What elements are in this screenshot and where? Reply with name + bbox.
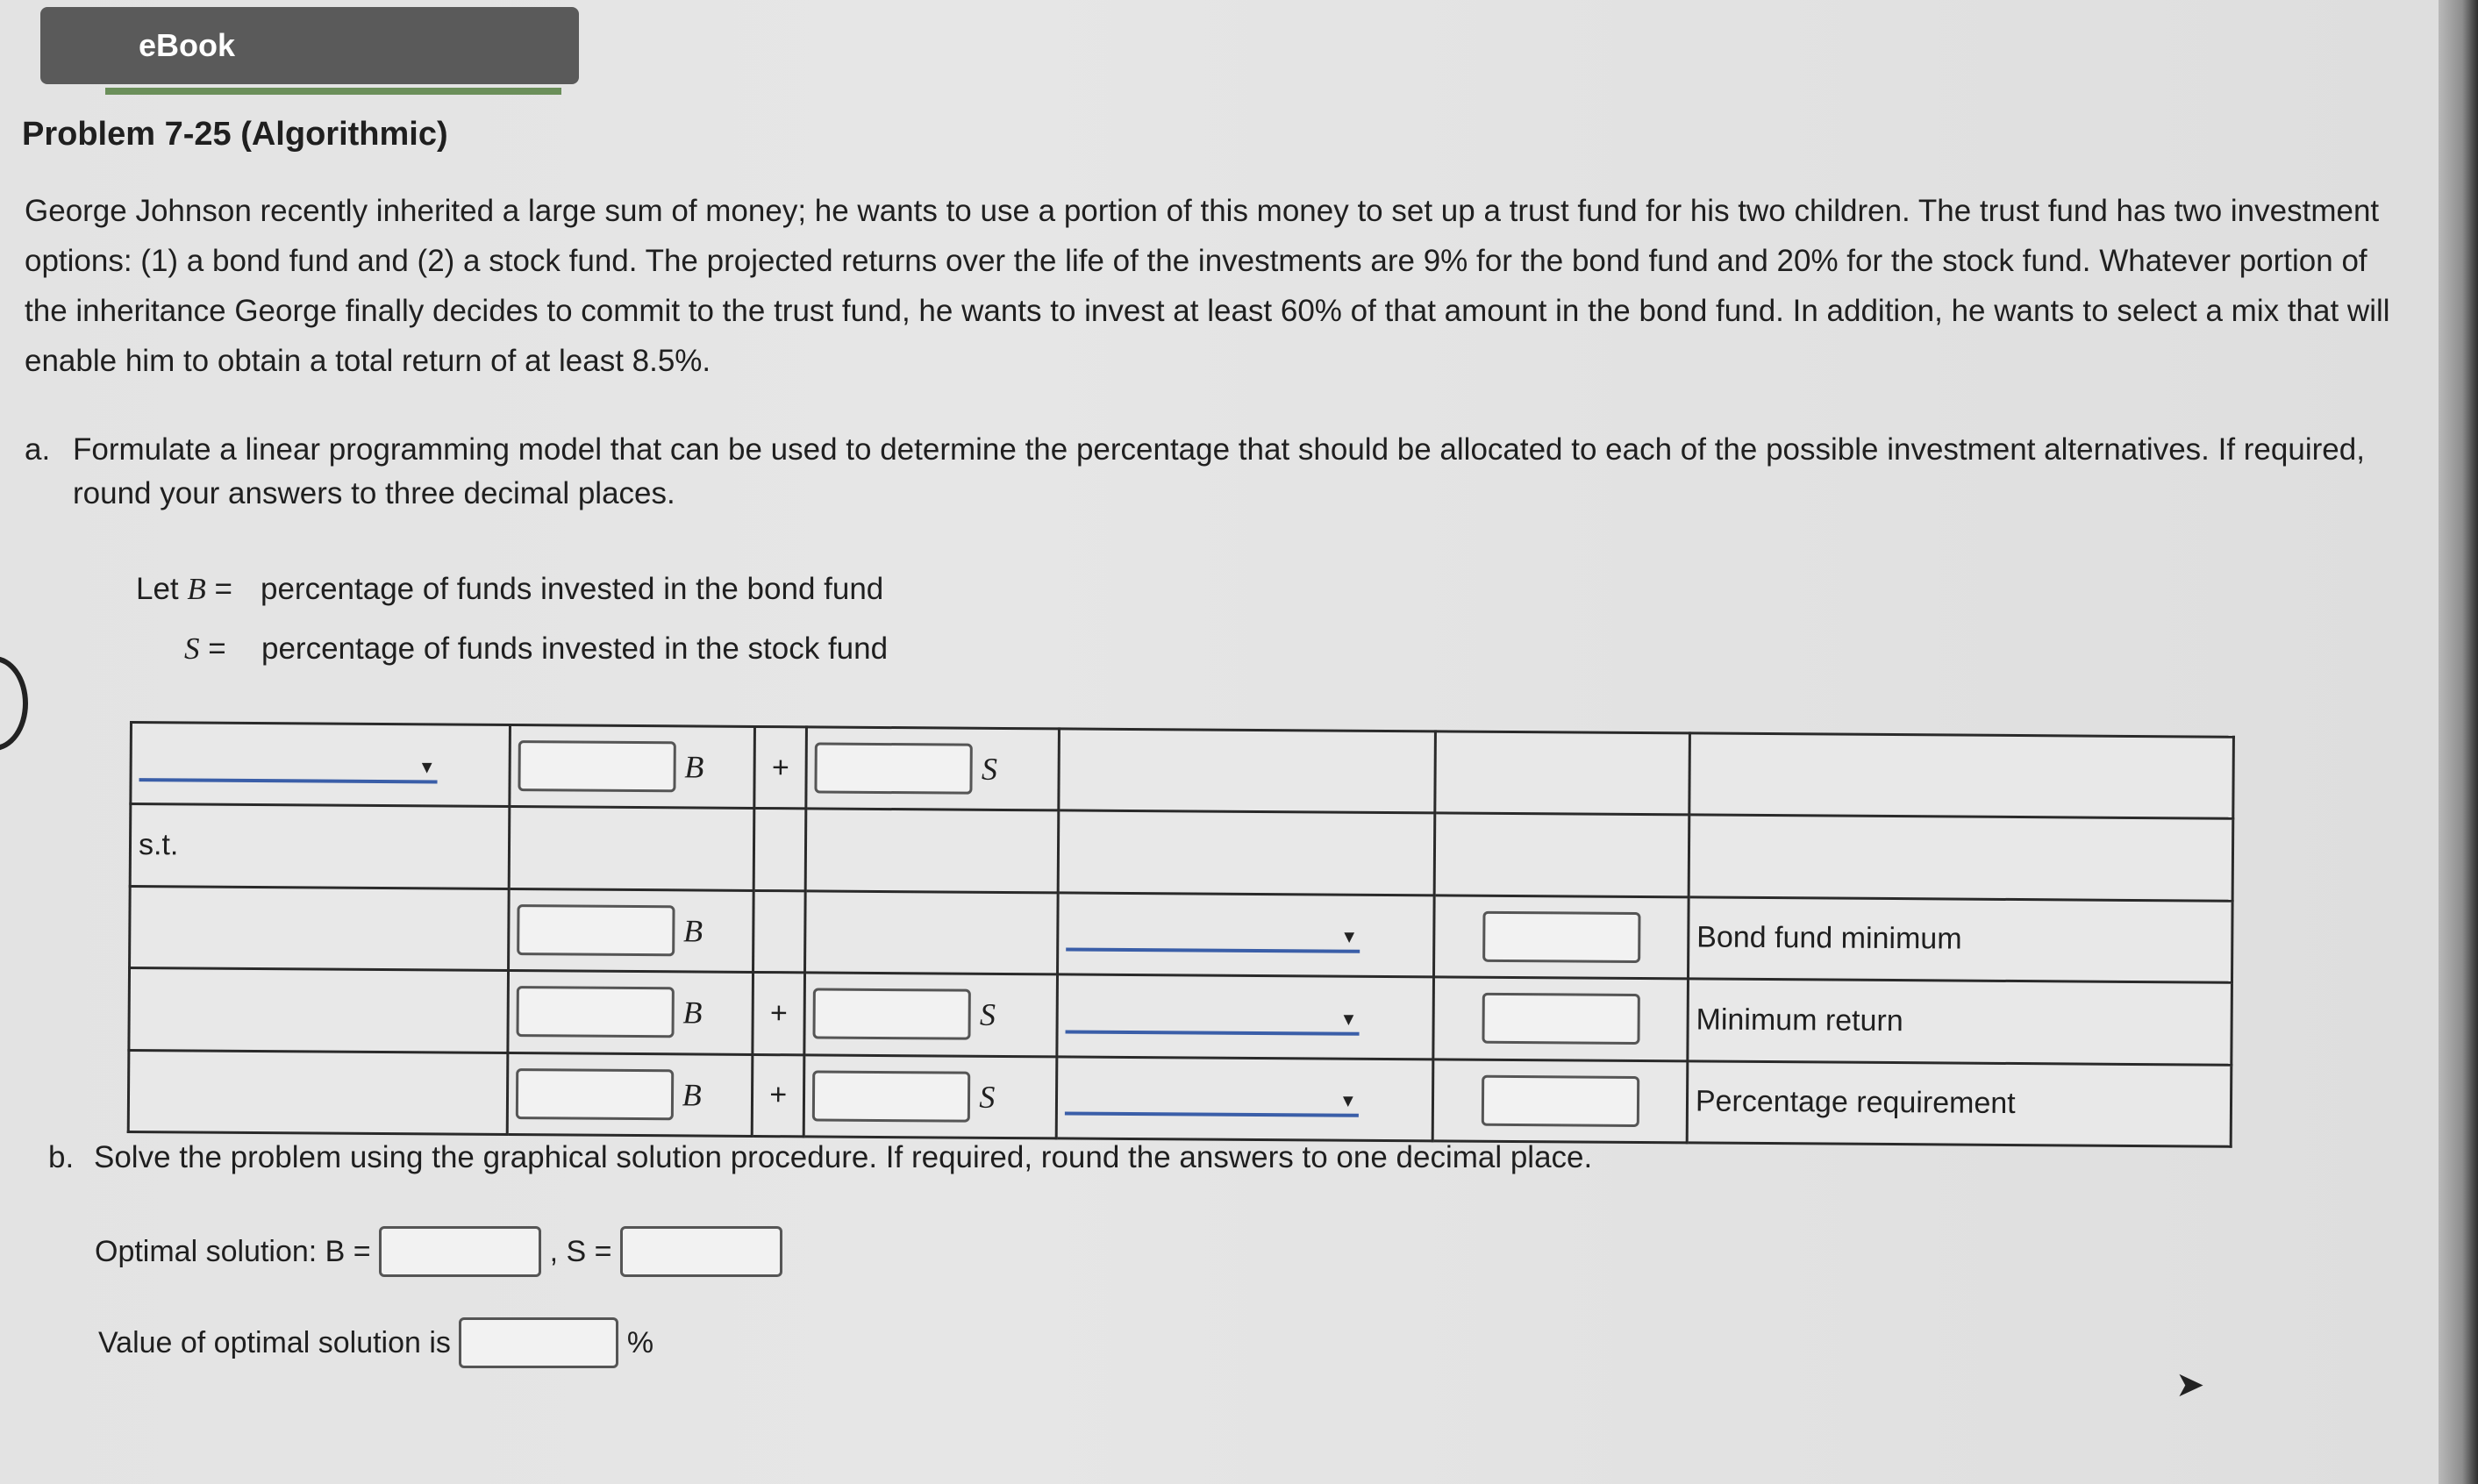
var-s-label: S <box>184 631 200 666</box>
var-s: S <box>979 1079 996 1115</box>
constraint-row-minimum-return <box>129 968 2232 1065</box>
plus-sign: + <box>752 1054 804 1137</box>
constraint3-label: Percentage requirement <box>1687 1060 2232 1146</box>
percent-unit: % <box>626 1325 654 1359</box>
problem-title: Problem 7-25 (Algorithmic) <box>22 116 448 153</box>
part-a-letter: a. <box>25 432 51 467</box>
empty-cell <box>753 809 806 891</box>
optimal-value-row <box>98 1317 653 1368</box>
constraint1-rhs-input[interactable] <box>1482 911 1640 963</box>
objective-type-cell <box>131 723 510 807</box>
constraint-row-percentage-requirement <box>128 1050 2232 1146</box>
empty-cell <box>1058 810 1435 895</box>
objective-b-coefficient-input[interactable] <box>518 740 675 792</box>
constraint2-s-coefficient-input[interactable] <box>813 988 971 1040</box>
constraint1-label: Bond fund minimum <box>1688 897 2232 983</box>
objective-type-select[interactable] <box>139 746 438 783</box>
var-b-label: B <box>187 572 206 606</box>
optimal-solution-row <box>95 1226 782 1277</box>
constraint3-s-coefficient-input[interactable] <box>812 1070 970 1122</box>
equals-sign: = <box>208 631 226 666</box>
constraint2-relation-select[interactable] <box>1065 998 1359 1035</box>
part-b-letter: b. <box>48 1140 75 1174</box>
constraint2-rhs-cell <box>1433 977 1688 1060</box>
empty-cell <box>130 886 509 970</box>
optimal-value-label: Value of optimal solution is <box>98 1325 451 1359</box>
chevron-down-icon: ▼ <box>1339 1091 1357 1112</box>
objective-s-coefficient-input[interactable] <box>815 743 973 795</box>
constraint1-rhs-cell <box>1434 895 1689 979</box>
plus-sign: + <box>754 726 807 809</box>
let-s-description: percentage of funds invested in the stock fund <box>261 631 889 666</box>
empty-cell <box>129 968 508 1052</box>
var-b: B <box>682 995 703 1031</box>
ebook-tab[interactable] <box>40 7 579 84</box>
optimal-s-input[interactable] <box>620 1226 782 1277</box>
let-b-definition <box>136 572 884 607</box>
objective-row <box>131 723 2234 819</box>
lp-model-table <box>127 721 2235 1148</box>
objective-b-cell <box>510 725 755 809</box>
constraint3-relation-select[interactable] <box>1065 1081 1359 1117</box>
optimal-b-label: Optimal solution: B = <box>95 1234 371 1268</box>
let-b-description: percentage of funds invested in the bond fund <box>261 572 884 606</box>
problem-intro-text: George Johnson recently inherited a large sum of money; he wants to use a portion of this money to set up a trust fund for his two children. The trust fund has two investment options: (1) a bond fund and (2) a stock fund. The projected returns over the life of the investments are 9% for the bond fund and 20% for the stock fund. Whatever portion of the inheritance George finally decides to commit to the trust fund, he wants to invest at least 60% of that amount in the bond fund. In addition, he wants to select a mix that will enable him to obtain a total return of at least 8.5%. <box>25 194 2390 378</box>
let-s-definition <box>184 631 889 667</box>
let-prefix: Let <box>136 572 179 606</box>
constraint3-b-cell <box>507 1052 753 1136</box>
empty-cell <box>1689 733 2234 819</box>
tab-underline <box>105 88 561 95</box>
part-b-question <box>48 1140 1592 1175</box>
empty-cell <box>753 890 806 973</box>
constraint3-rhs-cell <box>1433 1059 1688 1142</box>
empty-cell <box>1435 813 1689 896</box>
chevron-down-icon: ▼ <box>1340 928 1359 948</box>
constraint2-label: Minimum return <box>1688 979 2232 1065</box>
var-s: S <box>979 997 996 1033</box>
empty-cell <box>805 891 1058 974</box>
constraint3-s-cell <box>803 1054 1056 1138</box>
var-s: S <box>981 751 998 788</box>
subject-to-row <box>130 804 2233 901</box>
plus-sign: + <box>753 973 805 1055</box>
empty-cell <box>128 1050 507 1134</box>
chevron-down-icon: ▼ <box>418 758 436 778</box>
chevron-down-icon: ▼ <box>1339 1010 1358 1030</box>
screen-bezel <box>2439 0 2478 1484</box>
problem-intro <box>25 186 2410 386</box>
constraint3-relation-cell <box>1056 1056 1433 1140</box>
constraint2-rhs-input[interactable] <box>1482 993 1639 1045</box>
var-b: B <box>684 749 704 785</box>
empty-cell <box>509 807 754 890</box>
constraint2-b-coefficient-input[interactable] <box>516 986 674 1038</box>
constraint-row-bond-minimum <box>130 886 2233 982</box>
constraint2-relation-cell <box>1057 974 1434 1059</box>
constraint2-s-cell <box>804 973 1057 1056</box>
st-label: s.t. <box>130 804 509 888</box>
constraint3-b-coefficient-input[interactable] <box>516 1068 674 1120</box>
part-a-text: Formulate a linear programming model that can be used to determine the percentage that should be allocated to each of the possible investment alternatives. If required, round your answers to three decimal places. <box>73 432 2365 510</box>
empty-cell <box>1689 815 2233 901</box>
empty-cell <box>1059 729 1436 813</box>
ebook-tab-label: eBook <box>139 27 236 63</box>
empty-cell <box>1435 731 1689 815</box>
objective-s-cell <box>806 727 1059 810</box>
var-b: B <box>682 1077 702 1113</box>
constraint1-b-cell <box>508 888 753 972</box>
equals-sign: = <box>214 572 232 606</box>
empty-cell <box>805 809 1058 892</box>
constraint1-relation-select[interactable] <box>1066 917 1360 953</box>
constraint1-b-coefficient-input[interactable] <box>517 904 675 956</box>
constraint3-rhs-input[interactable] <box>1481 1075 1639 1127</box>
part-a-question <box>25 428 2393 516</box>
optimal-s-label: , S = <box>549 1234 612 1268</box>
constraint2-b-cell <box>508 971 753 1054</box>
part-b-text: Solve the problem using the graphical solution procedure. If required, round the answers to one decimal place. <box>94 1140 1593 1174</box>
var-b: B <box>682 913 703 949</box>
optimal-b-input[interactable] <box>379 1226 541 1277</box>
optimal-value-input[interactable] <box>459 1317 618 1368</box>
mouse-cursor-icon: ➤ <box>2175 1366 2205 1404</box>
constraint1-relation-cell <box>1057 893 1434 977</box>
